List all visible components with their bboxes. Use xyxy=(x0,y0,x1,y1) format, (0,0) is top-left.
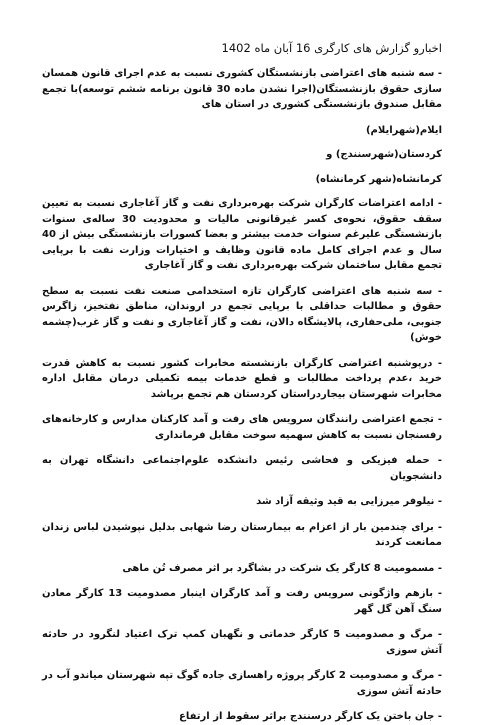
news-item: - مسمومیت 8 کارگر یک شرکت در بشاگرد بر اثر مصرف تُن ماهی xyxy=(122,562,442,574)
news-item: - مرگ و مصدومیت 2 کارگر پروژه راهسازی جاده گوگ تپه شهرستان میاندو آب در حادثه آتش سوزی xyxy=(42,670,443,697)
news-item: - نیلوفر میرزایی به قید وثیقه آزاد شد xyxy=(256,496,442,507)
news-item: - حمله فیزیکی و فحاشی رئیس دانشکده علوم‌اجتماعی دانشگاه تهران به دانشجویان xyxy=(42,455,442,482)
province-line: کرمانشاه(شهر کرمانشاه) xyxy=(315,173,442,185)
news-item: - برای چندمین بار از اعزام به بیمارستان رضا شهابی بدلیل نپوشیدن لباس زندان ممانعت کردند xyxy=(42,521,442,548)
news-item: - سه شنبه های اعتراضی بازنشستگان کشوری نسبت به عدم اجرای قانون همسان سازی حقوق بازنشستگان(اجرا نشدن ماده 30 قانون برنامه ششم توسعه)با تجمع مقابل صندوق بازنشستگی کشوری در استان های xyxy=(42,68,442,110)
document-title: اخبارو گزارش های کارگری 16 آبان ماه 1402 xyxy=(221,41,442,55)
province-line: کردستان(شهرسنندج) و xyxy=(326,149,442,160)
news-item: - جان باختن یک کارگر درسنندج براثر سقوط از ارتفاع xyxy=(179,711,442,722)
news-item: - ادامه اعتراضات کارگران شرکت بهره‌برداری نفت و گاز آغاجاری نسبت به تعیین سقف حقوق، نحوه‌ی کسر غیرقانونی مالیات و محدودیت 30 ساله‌ی سنوات بازنشستگی علیرغم سنوات خدمت بیشتر و بعضا کسورات بازنشستگی بیش از 40 سال و عدم اجرای کامل ماده قانون وظایف و اختیارات وزارت نفت با برپایی تجمع مقابل ساختمان شرکت بهره‌برداری نفت و گاز آغاجاری xyxy=(42,198,442,271)
news-item: - سه شنبه های اعتراضی کارگران تازه استخدامی صنعت نفت نسبت به سطح حقوق و مطالبات حداقلی با برپایی تجمع در اروندان، مناطق نفتخیز، زاگرس جنوبی، ملی‌حفاری، پالایشگاه دالان، نفت و گاز آغاجاری و نفت و گاز غرب(چشمه خوش) xyxy=(42,285,442,343)
news-item: - مرگ و مصدومیت 5 کارگر خدماتی و نگهبان کمپ ترک اعتیاد لنگرود در حادثه آتش سوزی xyxy=(42,629,442,656)
news-item: - تجمع اعتراضی رانندگان سرویس های رفت و آمد کارکنان مدارس و کارخانه‌های رفسنجان نسبت به کاهش سهمیه سوخت مقابل فرمانداری xyxy=(42,414,442,441)
news-item: - بازهم واژگونی سرویس رفت و آمد کارگران اینبار مصدومیت 13 کارگر معادن سنگ آهن گل گهر xyxy=(42,588,443,615)
news-item: - درپوشنبه اعتراضی کارگران بازنشسته مخابرات کشور نسبت به کاهش قدرت خرید ،عدم پرداخت مطالبات و قطع خدمات بیمه تکمیلی درمان مقابل اداره مخابرات شهرستان بیجاردراستان کردستان هم تجمع برپاشد xyxy=(42,357,442,400)
province-line: ایلام(شهرایلام) xyxy=(365,124,442,136)
